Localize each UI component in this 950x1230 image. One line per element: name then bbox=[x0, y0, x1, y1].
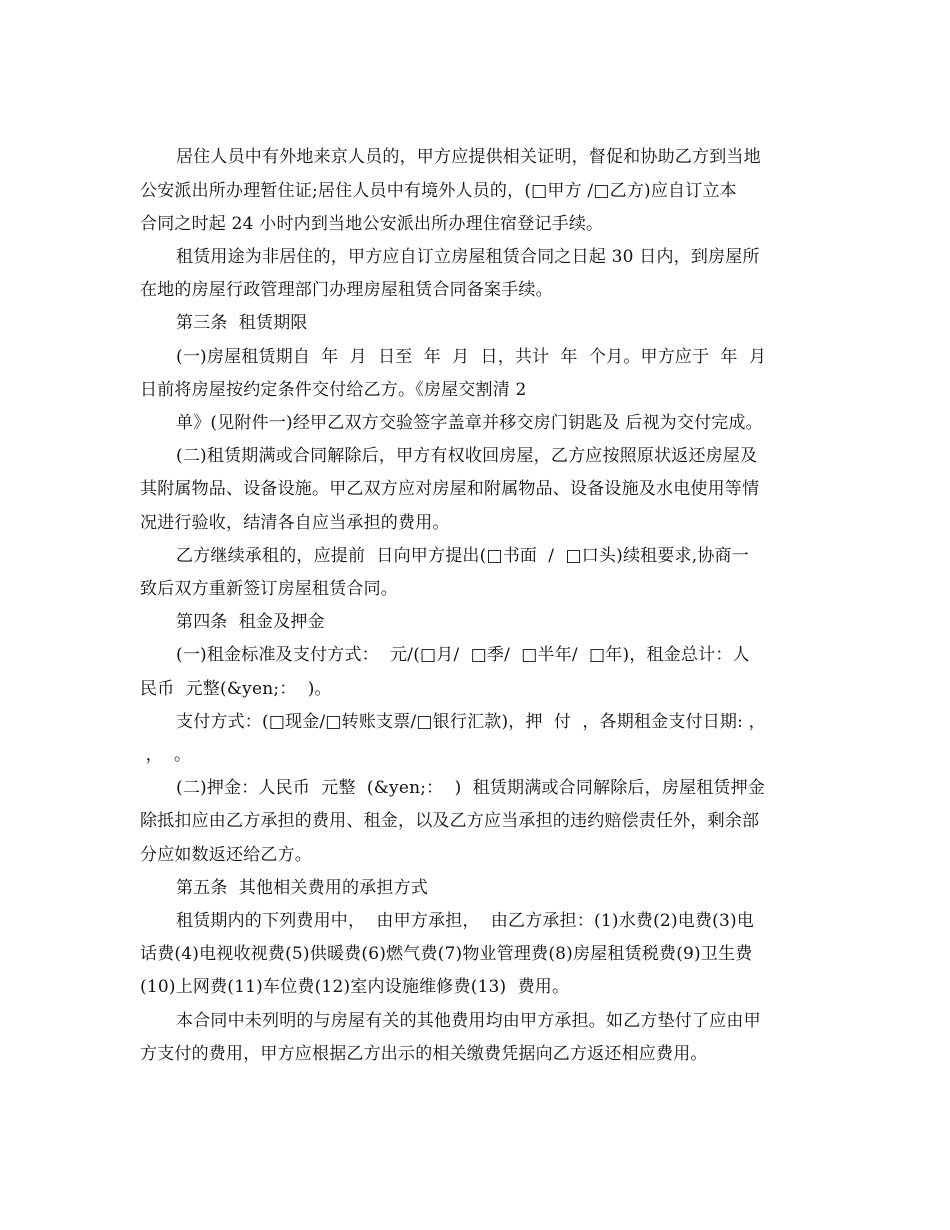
section-heading: 第三条 租赁期限 bbox=[176, 313, 308, 333]
paragraph-line: 公安派出所办理暂住证;居住人员中有境外人员的，(□甲方 /□乙方)应自订立本 bbox=[140, 181, 737, 201]
paragraph-line: (一)租金标准及支付方式： 元/(□月/ □季/ □半年/ □年)，租金总计：人 bbox=[176, 645, 750, 665]
paragraph-line: (一)房屋租赁期自 年 月 日至 年 月 日，共计 年 个月。甲方应于 年 月 bbox=[176, 347, 767, 367]
paragraph-line: 租赁期内的下列费用中， 由甲方承担， 由乙方承担：(1)水费(2)电费(3)电 bbox=[176, 911, 755, 931]
paragraph-line: 支付方式：(□现金/□转账支票/□银行汇款)，押 付 ，各期租金支付日期: ， bbox=[176, 712, 766, 732]
paragraph-line: 致后双方重新签订房屋租赁合同。 bbox=[140, 579, 398, 599]
paragraph-line: 租赁用途为非居住的，甲方应自订立房屋租赁合同之日起 30 日内，到房屋所 bbox=[176, 247, 760, 267]
paragraph-line: 除抵扣应由乙方承担的费用、租金，以及乙方应当承担的违约赔偿责任外，剩余部 bbox=[140, 811, 760, 831]
paragraph-line: 乙方继续承租的，应提前 日向甲方提出(□书面 / □口头)续租要求,协商一 bbox=[176, 546, 749, 566]
paragraph-line: 话费(4)电视收视费(5)供暖费(6)燃气费(7)物业管理费(8)房屋租赁税费(9)卫生费 bbox=[140, 944, 753, 964]
paragraph-line: 况进行验收，结清各自应当承担的费用。 bbox=[140, 513, 450, 533]
paragraph-line: 本合同中未列明的与房屋有关的其他费用均由甲方承担。如乙方垫付了应由甲 bbox=[176, 1011, 761, 1031]
paragraph-line: 合同之时起 24 小时内到当地公安派出所办理住宿登记手续。 bbox=[140, 214, 604, 234]
paragraph-line: ， 。 bbox=[140, 745, 192, 765]
paragraph-line: 方支付的费用，甲方应根据乙方出示的相关缴费凭据向乙方返还相应费用。 bbox=[140, 1044, 708, 1064]
paragraph-line: (二)租赁期满或合同解除后，甲方有权收回房屋，乙方应按照原状返还房屋及 bbox=[176, 446, 758, 466]
paragraph-line: 居住人员中有外地来京人员的，甲方应提供相关证明，督促和协助乙方到当地 bbox=[176, 147, 761, 167]
paragraph-line: 在地的房屋行政管理部门办理房屋租赁合同备案手续。 bbox=[140, 280, 553, 300]
paragraph-line: 民币 元整(&yen;： )。 bbox=[140, 679, 332, 699]
paragraph-line: 日前将房屋按约定条件交付给乙方。《房屋交割清 2 bbox=[140, 380, 527, 400]
paragraph-line: 单》(见附件一)经甲乙双方交验签字盖章并移交房门钥匙及 后视为交付完成。 bbox=[176, 413, 763, 433]
paragraph-line: 其附属物品、设备设施。甲乙双方应对房屋和附属物品、设备设施及水电使用等情 bbox=[140, 479, 760, 499]
section-heading: 第五条 其他相关费用的承担方式 bbox=[176, 878, 429, 898]
section-heading: 第四条 租金及押金 bbox=[176, 612, 325, 632]
paragraph-line: (10)上网费(11)车位费(12)室内设施维修费(13) 费用。 bbox=[140, 977, 570, 997]
paragraph-line: (二)押金：人民币 元整 (&yen;： ) 租赁期满或合同解除后，房屋租赁押金 bbox=[176, 778, 766, 798]
paragraph-line: 分应如数返还给乙方。 bbox=[140, 845, 312, 865]
